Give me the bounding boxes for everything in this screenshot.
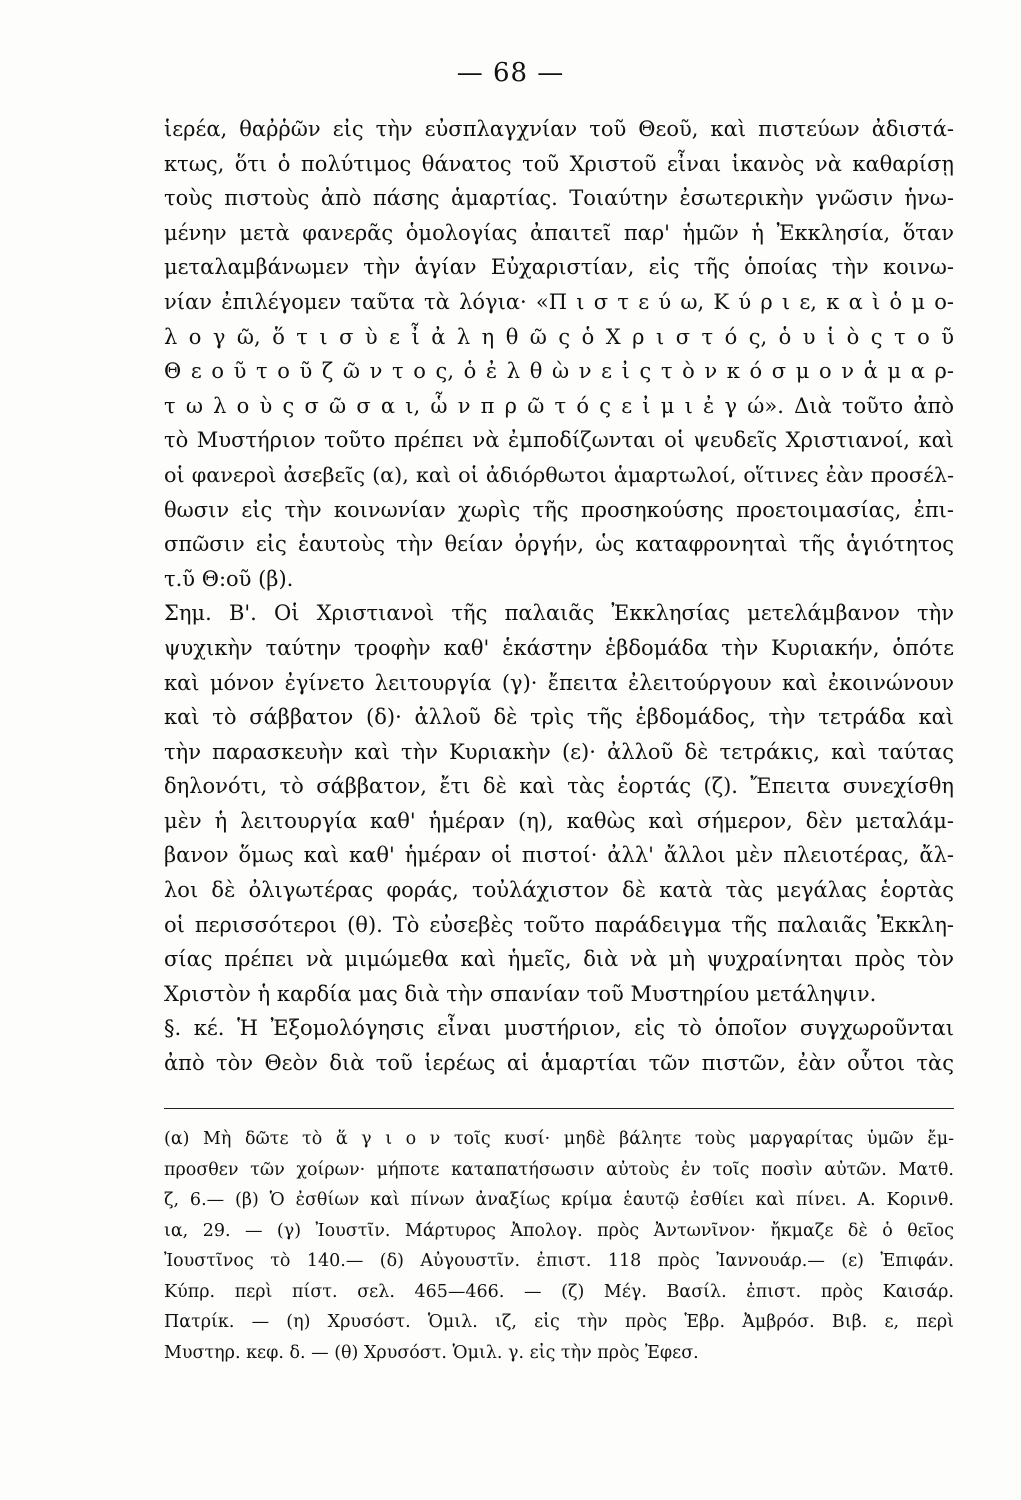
- text-line: δηλονότι, τὸ σάββατον, ἔτι δὲ καὶ τὰς ἑορτάς (ζ). Ἔπειτα συνεχίσθη: [164, 774, 954, 799]
- text-line: ἱερέα, θαῤῥῶν εἰς τὴν εὐσπλαγχνίαν τοῦ Θεοῦ, καὶ πιστεύων ἀδιστά-: [164, 117, 954, 141]
- footnote-line: προσθεν τῶν χοίρων· μήποτε καταπατήσωσιν αὐτοὺς ἐν τοῖς ποσὶν αὐτῶν. Ματθ.: [164, 1159, 954, 1180]
- text-line: καὶ τὸ σάββατον (δ)· ἀλλοῦ δὲ τρὶς τῆς ἑβδομάδος, τὴν τετράδα καὶ: [164, 705, 954, 730]
- footnote-line: (α) Μὴ δῶτε τὸ ἅ γ ι ο ν τοῖς κυσί· μηδὲ βάλητε τοὺς μαργαρίτας ὑμῶν ἔμ-: [164, 1129, 954, 1149]
- text-line: τ.ῦ Θ:οῦ (β).: [164, 566, 294, 591]
- text-line: Θ ε ο ῦ τ ο ῦ ζ ῶ ν τ ο ς, ὁ ἐ λ θ ὼ ν ε ἰ ς τ ὸ ν κ ό σ μ ο ν ἁ μ α ρ-: [164, 359, 954, 384]
- text-line: οἱ φανεροὶ ἀσεβεῖς (α), καὶ οἱ ἀδιόρθωτοι ἁμαρτωλοί, οἵτινες ἐὰν προσέλ-: [164, 462, 954, 487]
- text-line: νίαν ἐπιλέγομεν ταῦτα τὰ λόγια· «Π ι σ τ ε ύ ω, Κ ύ ρ ι ε, κ α ὶ ὁ μ ο-: [164, 289, 954, 314]
- footnote-line: ζ, 6.— (β) Ὁ ἐσθίων καὶ πίνων ἀναξίως κρίμα ἑαυτῷ ἐσθίει καὶ πίνει. Α. Κορινθ.: [164, 1190, 954, 1210]
- page-number: — 68 —: [456, 58, 565, 88]
- footnote-line: Ἰουστῖνος τὸ 140.— (δ) Αὐγουστῖν. ἐπιστ. 118 πρὸς Ἰαννουάρ.— (ε) Ἐπιφάν.: [164, 1251, 954, 1271]
- footnote-divider: [164, 1108, 954, 1109]
- footnotes-block: [164, 1124, 954, 1368]
- text-line: σπῶσιν εἰς ἑαυτοὺς τὴν θείαν ὀργήν, ὡς καταφρονηταὶ τῆς ἁγιότητος: [164, 532, 954, 557]
- text-line: §. κέ. Ἡ Ἐξομολόγησις εἶναι μυστήριον, εἰς τὸ ὁποῖον συγχωροῦνται: [164, 1016, 954, 1041]
- text-line: μὲν ἡ λειτουργία καθ' ἡμέραν (η), καθὼς καὶ σήμερον, δὲν μεταλάμ-: [164, 808, 954, 833]
- footnote-line: Κύπρ. περὶ πίστ. σελ. 465—466. — (ζ) Μέγ. Βασίλ. ἐπιστ. πρὸς Καισάρ.: [164, 1281, 954, 1302]
- footnote-line: Πατρίκ. — (η) Χρυσόστ. Ὁμιλ. ιζ, εἰς τὴν πρὸς Ἑβρ. Ἀμβρόσ. Βιβ. ε, περὶ: [164, 1312, 954, 1332]
- text-line: λ ο γ ῶ, ὅ τ ι σ ὺ ε ἶ ἀ λ η θ ῶ ς ὁ Χ ρ ι σ τ ό ς, ὁ υ ἱ ὸ ς τ ο ῦ: [164, 324, 954, 349]
- text-line: κτως, ὅτι ὁ πολύτιμος θάνατος τοῦ Χριστοῦ εἶναι ἱκανὸς νὰ καθαρίσῃ: [164, 151, 954, 176]
- text-line: λοι δὲ ὀλιγωτέρας φοράς, τοὐλάχιστον δὲ κατὰ τὰς μεγάλας ἑορτὰς: [164, 878, 954, 903]
- text-line: οἱ περισσότεροι (θ). Τὸ εὐσεβὲς τοῦτο παράδειγμα τῆς παλαιᾶς Ἐκκλη-: [164, 912, 954, 937]
- main-text-block: [164, 112, 954, 1081]
- text-line: τοὺς πιστοὺς ἀπὸ πάσης ἁμαρτίας. Τοιαύτην ἐσωτερικὴν γνῶσιν ἡνω-: [164, 186, 954, 211]
- text-line: μεταλαμβάνωμεν τὴν ἁγίαν Εὐχαριστίαν, εἰς τῆς ὁποίας τὴν κοινω-: [164, 255, 954, 280]
- text-line: βανον ὅμως καὶ καθ' ἡμέραν οἱ πιστοί· ἀλλ' ἄλλοι μὲν πλειοτέρας, ἄλ-: [164, 843, 954, 868]
- footnote-line: Μυστηρ. κεφ. δ. — (θ) Χρυσόστ. Ὁμιλ. γ. εἰς τὴν πρὸς Ἐφεσ.: [164, 1342, 699, 1363]
- footnote-line: ια, 29. — (γ) Ἰουστῖν. Μάρτυρος Ἀπολογ. πρὸς Ἀντωνῖνον· ἤκμαζε δὲ ὁ θεῖος: [164, 1220, 954, 1241]
- text-line: ψυχικὴν ταύτην τροφὴν καθ' ἑκάστην ἑβδομάδα τὴν Κυριακήν, ὁπότε: [164, 635, 954, 660]
- text-line: μένην μετὰ φανερᾶς ὁμολογίας ἀπαιτεῖ παρ' ἡμῶν ἡ Ἐκκλησία, ὅταν: [164, 220, 954, 245]
- text-line: σίας πρέπει νὰ μιμώμεθα καὶ ἡμεῖς, διὰ νὰ μὴ ψυχραίνηται πρὸς τὸν: [164, 947, 954, 972]
- text-line: τὸ Μυστήριον τοῦτο πρέπει νὰ ἐμποδίζωνται οἱ ψευδεῖς Χριστιανοί, καὶ: [164, 428, 954, 453]
- text-line: ἀπὸ τὸν Θεὸν διὰ τοῦ ἱερέως αἱ ἁμαρτίαι τῶν πιστῶν, ἐὰν οὗτοι τὰς: [164, 1051, 954, 1076]
- text-line: θωσιν εἰς τὴν κοινωνίαν χωρὶς τῆς προσηκούσης προετοιμασίας, ἐπι-: [164, 497, 954, 522]
- text-line: τ ω λ ο ὺ ς σ ῶ σ α ι, ὧ ν π ρ ῶ τ ό ς ε ἰ μ ι ἐ γ ώ». Διὰ τοῦτο ἀπὸ: [164, 393, 954, 418]
- text-line: καὶ μόνον ἐγίνετο λειτουργία (γ)· ἔπειτα ἐλειτούργουν καὶ ἐκοινώνουν: [164, 670, 954, 695]
- text-line: Σημ. Β'. Οἱ Χριστιανοὶ τῆς παλαιᾶς Ἐκκλησίας μετελάμβανον τὴν: [164, 601, 954, 626]
- text-line: τὴν παρασκευὴν καὶ τὴν Κυριακὴν (ε)· ἀλλοῦ δὲ τετράκις, καὶ ταύτας: [164, 739, 954, 764]
- text-line: Χριστὸν ἡ καρδία μας διὰ τὴν σπανίαν τοῦ Μυστηρίου μετάληψιν.: [164, 981, 877, 1006]
